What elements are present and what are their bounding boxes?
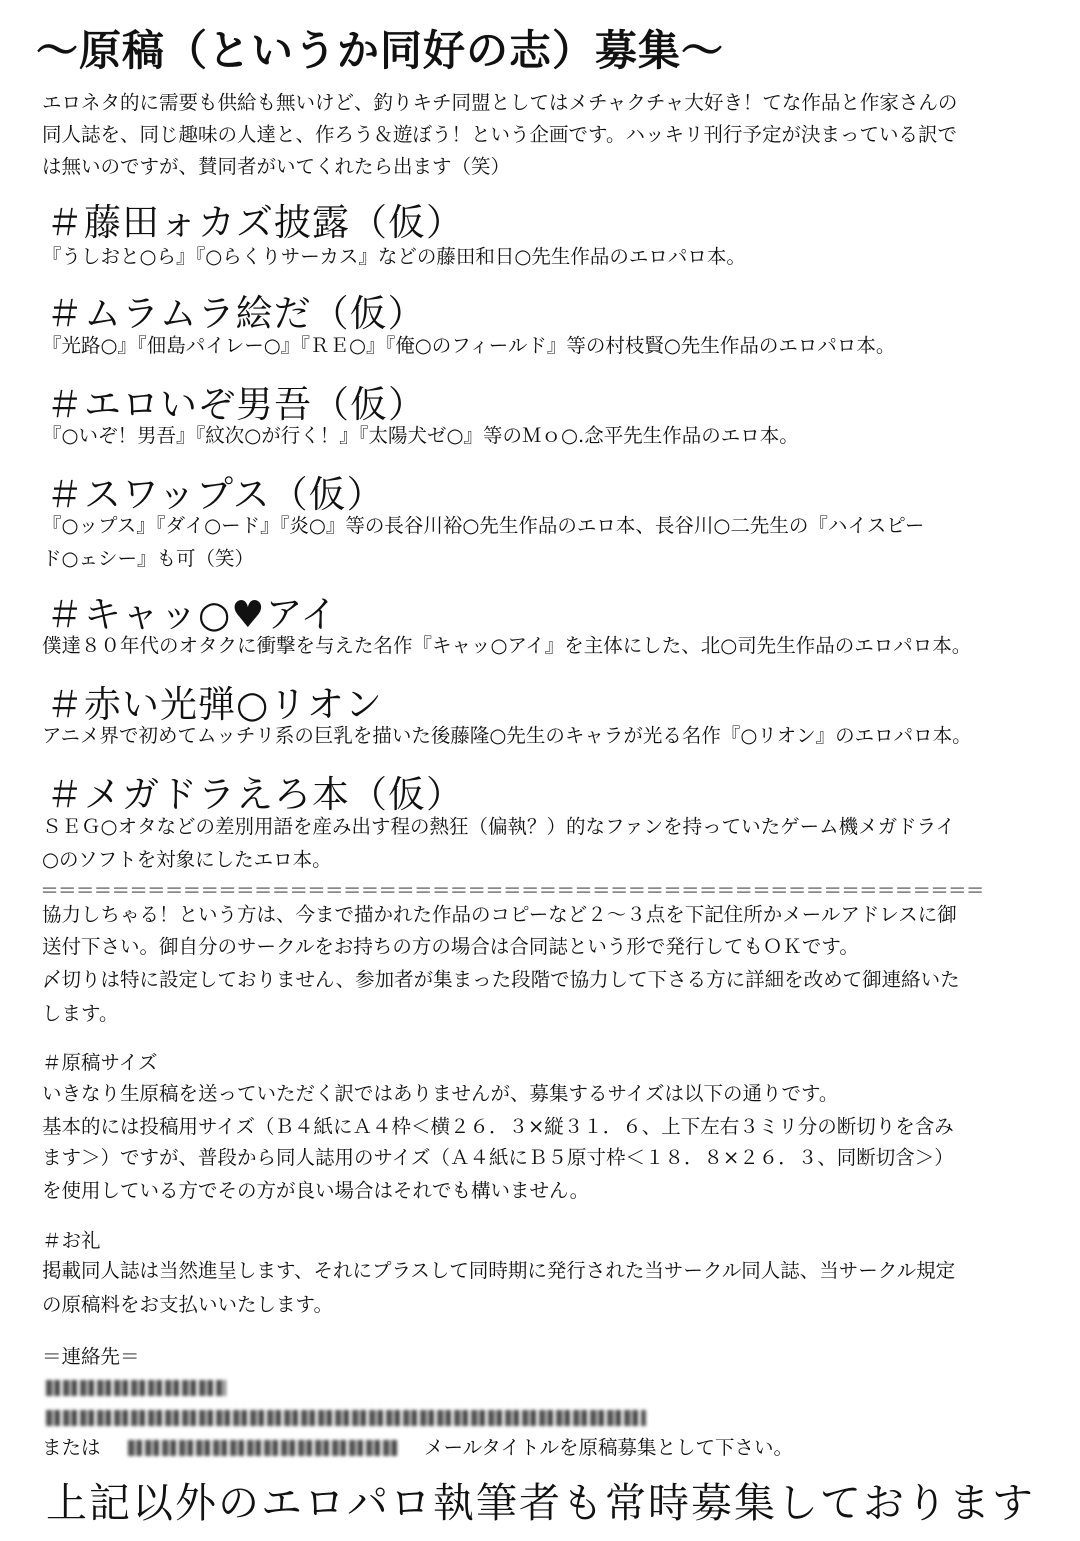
project-heading: ＃ムラムラ絵だ（仮） [46,292,426,335]
project-desc: 『光路○』『佃島パイレー○』『ＲＥ○』『俺○のフィールド』等の村枝賢○先生作品のエロパロ本。 [42,334,896,357]
project-desc: 僕達８０年代のオタクに衝撃を与えた名作『キャッ○アイ』を主体にした、北○司先生作品のエロパロ本。 [42,634,972,657]
project-desc: ○のソフトを対象にしたエロ本。 [42,848,332,871]
separator: ＝＝＝＝＝＝＝＝＝＝＝＝＝＝＝＝＝＝＝＝＝＝＝＝＝＝＝＝＝＝＝＝＝＝＝＝＝＝＝＝＝＝＝＝＝＝＝＝＝＝＝＝＝ [40,880,984,902]
size-line: ます＞）ですが、普段から同人誌用のサイズ（Ａ４紙にＢ５原寸枠＜１８．８×２６．３、同断切含＞） [42,1146,954,1169]
contact-heading: ＝連絡先＝ [42,1345,140,1368]
project-desc: アニメ界で初めてムッチリ系の巨乳を描いた後藤隆○先生のキャラが光る名作『○リオン』のエロパロ本。 [42,724,972,747]
cooperation-line: 送付下さい。御自分のサークルをお持ちの方の場合は合同誌という形で発行してもＯＫです。 [42,935,859,958]
project-desc: 『うしおと○ら』『○らくりサーカス』などの藤田和日○先生作品のエロパロ本。 [42,245,746,268]
intro-line: エロネタ的に需要も供給も無いけど、釣りキチ同盟としてはメチャクチャ大好き！てな作品と作家さんの [42,91,958,114]
project-heading: ＃赤い光弾○リオン [46,683,383,726]
intro-line: は無いのですが、賛同者がいてくれたら出ます（笑） [42,155,511,178]
redacted-email [128,1440,400,1456]
cooperation-line: 〆切りは特に設定しておりません、参加者が集まった段階で協力して下さる方に詳細を改めて御連絡いた [42,968,960,991]
cooperation-line: 協力しちゃる！という方は、今まで描かれた作品のコピーなど２〜３点を下記住所かメールアドレスに御 [42,903,957,926]
size-line: 基本的には投稿用サイズ（Ｂ４紙にＡ４枠＜横２６．３×縦３１．６、上下左右３ミリ分の断切りを含み [42,1115,954,1138]
project-heading: ＃メガドラえろ本（仮） [46,773,464,816]
project-heading: ＃藤田ォカズ披露（仮） [46,201,464,244]
cooperation-line: します。 [42,1002,119,1025]
project-desc: ド○ェシー』も可（笑） [42,547,255,570]
reward-heading: ＃お礼 [42,1229,101,1252]
redacted-address [46,1380,226,1396]
contact-or-label: または [42,1436,101,1459]
reward-line: 掲載同人誌は当然進呈します、それにプラスして同時期に発行された当サークル同人誌、当サークル規定 [42,1259,956,1282]
mail-title-note: メールタイトルを原稿募集として下さい。 [424,1436,793,1459]
project-heading: ＃スワップス（仮） [46,473,385,516]
footer-banner: 上記以外のエロパロ執筆者も常時募集しております [46,1479,1035,1527]
size-line: を使用している方でその方が良い場合はそれでも構いません。 [42,1179,590,1202]
project-desc: ＳＥＧ○オタなどの差別用語を産み出す程の熱狂（偏執？）的なファンを持っていたゲーム機メガドライ [42,815,956,838]
project-heading: ＃キャッ○♥アイ [46,593,339,636]
reward-line: の原稿料をお支払いいたします。 [42,1293,333,1316]
page-title: 〜原稿（というか同好の志）募集〜 [36,26,725,75]
redacted-address [46,1410,646,1426]
project-heading: ＃エロいぞ男吾（仮） [46,383,426,426]
project-desc: 『○ップス』『ダイ○ード』『炎○』等の長谷川裕○先生作品のエロ本、長谷川○二先生の『ハイスピー [42,514,925,537]
size-line: いきなり生原稿を送っていただく訳ではありませんが、募集するサイズは以下の通りです。 [42,1082,839,1105]
size-heading: ＃原稿サイズ [42,1051,158,1074]
intro-line: 同人誌を、同じ趣味の人達と、作ろう＆遊ぼう！という企画です。ハッキリ刊行予定が決まっている訳で [42,123,957,146]
project-desc: 『○いぞ！男吾』『紋次○が行く！』『太陽犬ゼ○』等のＭｏ○.念平先生作品のエロ本。 [42,424,799,447]
